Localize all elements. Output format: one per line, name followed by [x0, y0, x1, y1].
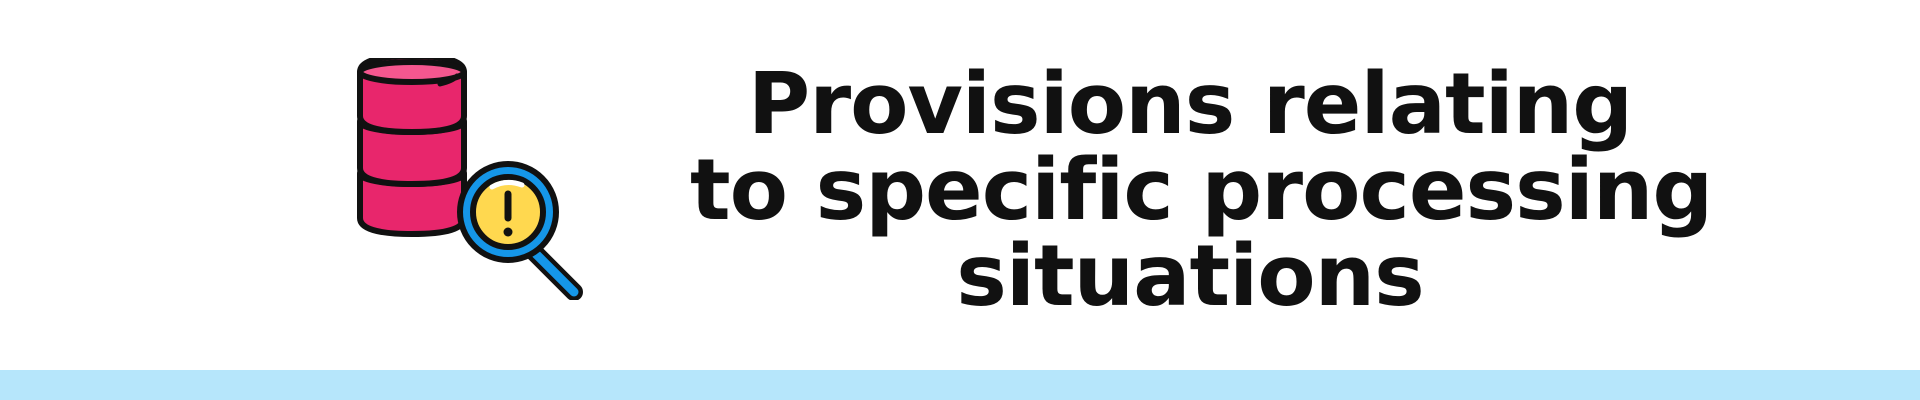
- bottom-band: [0, 370, 1920, 400]
- title-line-2: to specific processing: [690, 141, 1713, 240]
- page-title: [690, 55, 1713, 326]
- database-icon: [360, 58, 464, 234]
- magnifier-icon: [460, 164, 574, 292]
- database-search-warning-icon: [352, 58, 597, 300]
- title-line-3: situations: [956, 227, 1424, 326]
- title-line-1: Provisions relating: [747, 55, 1633, 154]
- warning-icon: [504, 194, 513, 237]
